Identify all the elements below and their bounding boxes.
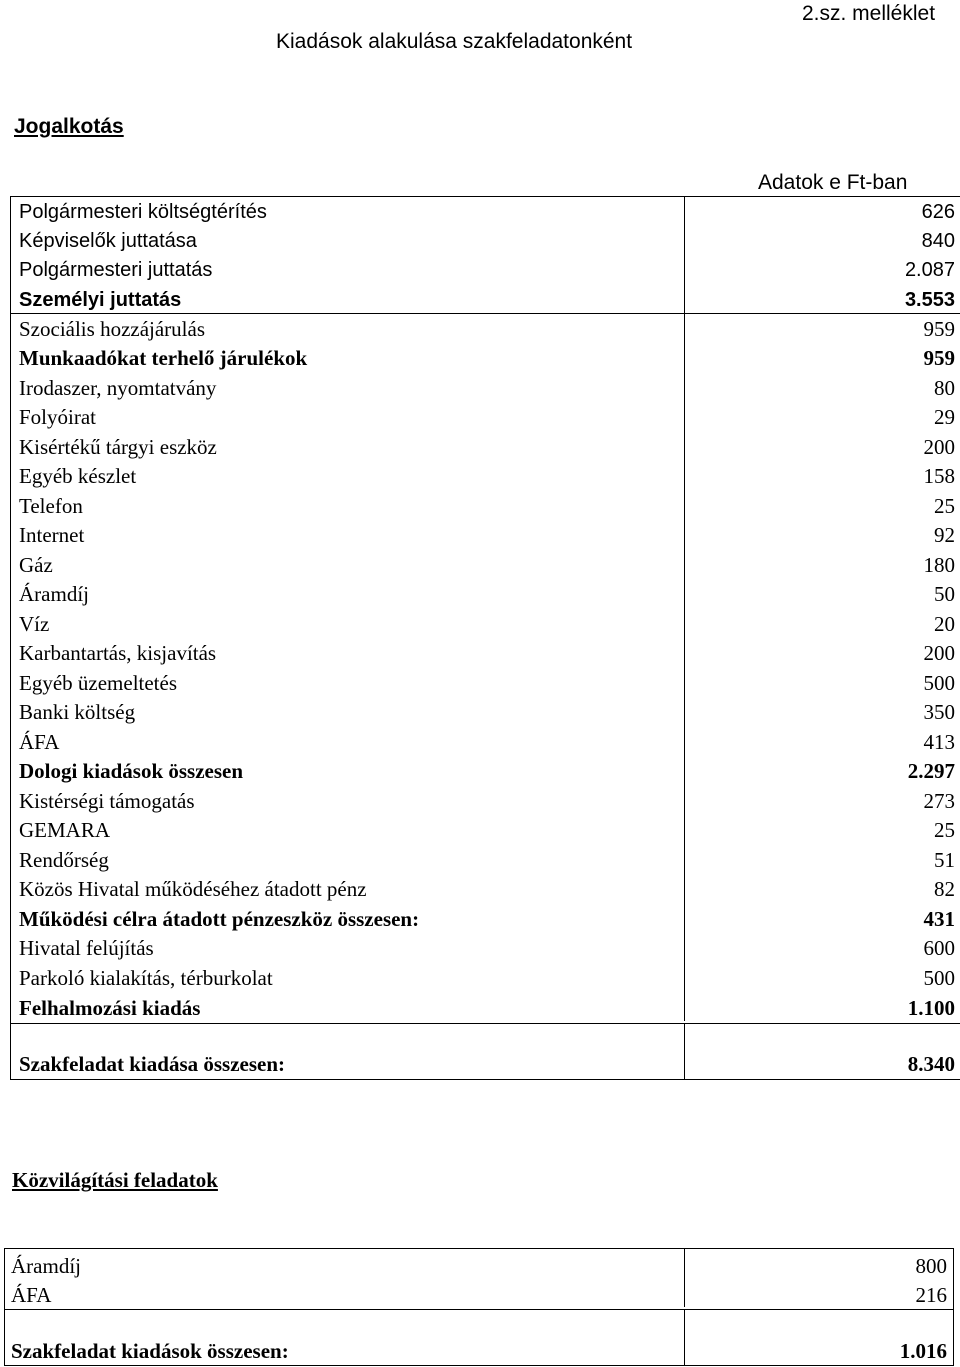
row-value: 840 bbox=[921, 230, 955, 252]
table-row bbox=[11, 579, 960, 608]
table-row bbox=[11, 373, 960, 402]
row-label: Képviselők juttatása bbox=[19, 230, 197, 252]
row-label: ÁFA bbox=[19, 730, 60, 754]
row-label: Internet bbox=[19, 523, 85, 547]
table-row bbox=[11, 520, 960, 549]
row-label: Polgármesteri juttatás bbox=[19, 259, 213, 281]
table-row bbox=[11, 314, 960, 343]
row-value: 413 bbox=[923, 730, 955, 754]
expense-table-kozvilagitas bbox=[4, 1248, 954, 1366]
table-row bbox=[11, 226, 960, 255]
row-divider bbox=[5, 1309, 953, 1310]
table-row bbox=[11, 815, 960, 844]
row-value: 25 bbox=[934, 494, 955, 518]
table-row-subtotal bbox=[11, 904, 960, 933]
row-value: 82 bbox=[934, 877, 955, 901]
row-label: GEMARA bbox=[19, 818, 111, 842]
row-value: 180 bbox=[923, 553, 955, 577]
table-row bbox=[11, 697, 960, 726]
table-row bbox=[11, 491, 960, 520]
row-label: Víz bbox=[19, 612, 50, 636]
row-label: Irodaszer, nyomtatvány bbox=[19, 376, 217, 400]
row-value: 158 bbox=[923, 464, 955, 488]
expense-table-jogalkotas bbox=[10, 196, 960, 1080]
row-value: 431 bbox=[923, 907, 955, 931]
table-row bbox=[11, 845, 960, 874]
page-title: Kiadások alakulása szakfeladatonként bbox=[276, 30, 633, 53]
row-value: 500 bbox=[923, 966, 955, 990]
row-label: Személyi juttatás bbox=[19, 289, 182, 311]
table-row bbox=[5, 1251, 953, 1280]
row-label: Munkaadókat terhelő járulékok bbox=[19, 346, 308, 370]
row-value: 216 bbox=[915, 1283, 947, 1307]
row-value: 959 bbox=[923, 346, 955, 370]
row-label: Dologi kiadások összesen bbox=[19, 759, 244, 783]
row-value: 500 bbox=[923, 671, 955, 695]
row-label: Közös Hivatal működéséhez átadott pénz bbox=[19, 877, 367, 901]
row-label: Telefon bbox=[19, 494, 83, 518]
row-value: 2.297 bbox=[907, 759, 955, 783]
annex-label: 2.sz. melléklet bbox=[802, 2, 936, 25]
row-value: 200 bbox=[923, 641, 955, 665]
total-value: 1.016 bbox=[899, 1339, 947, 1363]
row-value: 20 bbox=[934, 612, 955, 636]
row-value: 626 bbox=[921, 201, 955, 223]
section-heading-kozvilagitas: Közvilágítási feladatok bbox=[12, 1168, 218, 1192]
section-heading-jogalkotas: Jogalkotás bbox=[14, 115, 124, 138]
row-value: 200 bbox=[923, 435, 955, 459]
row-value: 50 bbox=[934, 582, 955, 606]
row-value: 273 bbox=[923, 789, 955, 813]
row-value: 800 bbox=[915, 1254, 947, 1278]
row-divider bbox=[11, 1023, 960, 1024]
table-row bbox=[11, 963, 960, 992]
table-row-subtotal bbox=[11, 756, 960, 785]
table-row bbox=[11, 933, 960, 962]
row-label: Áramdíj bbox=[19, 582, 89, 606]
row-label: Egyéb készlet bbox=[19, 464, 137, 488]
row-label: Felhalmozási kiadás bbox=[19, 996, 201, 1020]
row-label: Működési célra átadott pénzeszköz összesen: bbox=[19, 907, 420, 931]
table-row bbox=[11, 638, 960, 667]
row-value: 51 bbox=[934, 848, 955, 872]
table-row-total bbox=[5, 1336, 953, 1365]
row-value: 29 bbox=[934, 405, 955, 429]
row-value: 600 bbox=[923, 936, 955, 960]
row-label: Kisértékű tárgyi eszköz bbox=[19, 435, 217, 459]
table-row-subtotal bbox=[11, 343, 960, 372]
row-label: Karbantartás, kisjavítás bbox=[19, 641, 217, 665]
row-value: 1.100 bbox=[907, 996, 955, 1020]
table-row bbox=[11, 786, 960, 815]
row-label: Áramdíj bbox=[11, 1254, 81, 1278]
table-row bbox=[11, 432, 960, 461]
total-label: Szakfeladat kiadások összesen: bbox=[11, 1339, 289, 1363]
row-value: 350 bbox=[923, 700, 955, 724]
table-row-subtotal bbox=[11, 993, 960, 1022]
table-row bbox=[11, 255, 960, 284]
row-value: 80 bbox=[934, 376, 955, 400]
row-label: Parkoló kialakítás, térburkolat bbox=[19, 966, 273, 990]
row-label: Banki költség bbox=[19, 700, 136, 724]
table-row-total bbox=[11, 1049, 960, 1078]
table-row bbox=[11, 197, 960, 226]
row-label: Folyóirat bbox=[19, 405, 96, 429]
row-value: 3.553 bbox=[904, 289, 955, 311]
table-row bbox=[5, 1280, 953, 1309]
table-row bbox=[11, 402, 960, 431]
row-value: 92 bbox=[934, 523, 955, 547]
table-row bbox=[11, 550, 960, 579]
total-value: 8.340 bbox=[907, 1052, 955, 1076]
table-row bbox=[11, 727, 960, 756]
unit-note: Adatok e Ft-ban bbox=[758, 171, 908, 194]
table-row bbox=[11, 461, 960, 490]
total-label: Szakfeladat kiadása összesen: bbox=[19, 1052, 286, 1076]
row-value: 2.087 bbox=[904, 259, 955, 281]
row-label: Egyéb üzemeltetés bbox=[19, 671, 178, 695]
table-row-subtotal bbox=[11, 285, 960, 314]
table-row bbox=[11, 668, 960, 697]
row-value: 25 bbox=[934, 818, 955, 842]
row-label: Szociális hozzájárulás bbox=[19, 317, 206, 341]
row-value: 959 bbox=[923, 317, 955, 341]
table-row bbox=[11, 874, 960, 903]
row-label: Hivatal felújítás bbox=[19, 936, 154, 960]
row-label: Gáz bbox=[19, 553, 53, 577]
table-row bbox=[11, 609, 960, 638]
row-label: Kistérségi támogatás bbox=[19, 789, 195, 813]
row-label: Polgármesteri költségtérítés bbox=[19, 201, 267, 223]
row-label: ÁFA bbox=[11, 1283, 52, 1307]
row-label: Rendőrség bbox=[19, 848, 109, 872]
